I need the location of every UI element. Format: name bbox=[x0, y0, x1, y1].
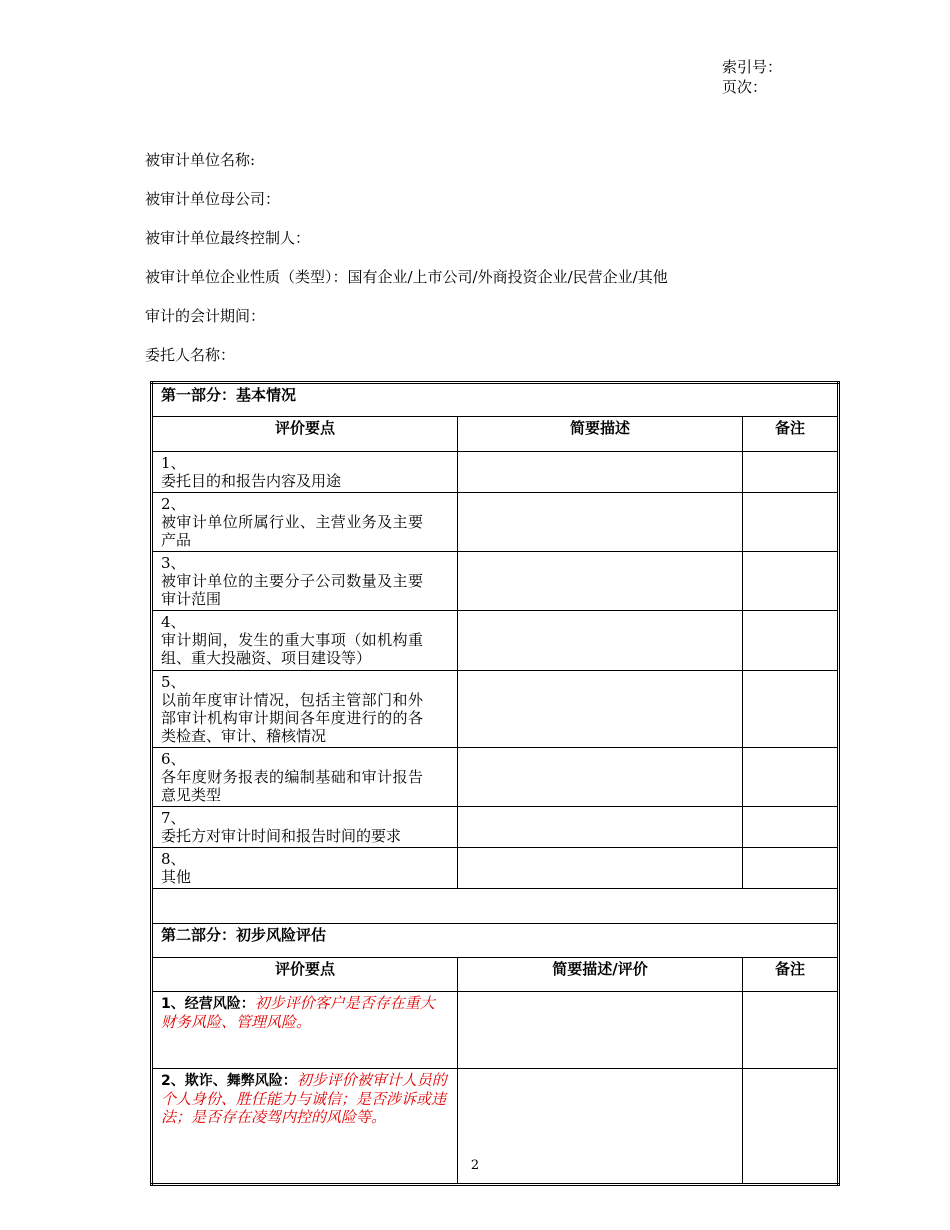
client-name-field: 委托人名称： bbox=[145, 346, 236, 364]
evaluation-point bbox=[152, 748, 458, 807]
table-row bbox=[152, 848, 839, 889]
note-cell[interactable] bbox=[743, 493, 839, 552]
item-number: 8、 bbox=[161, 850, 186, 868]
item-number: 5、 bbox=[161, 673, 186, 691]
item-text: 其他 bbox=[161, 868, 192, 886]
page-number: 2 bbox=[470, 1158, 480, 1173]
note-cell[interactable] bbox=[743, 552, 839, 611]
note-cell[interactable] bbox=[743, 671, 839, 748]
item-number: 3、 bbox=[161, 554, 186, 572]
risk-row bbox=[152, 992, 839, 1069]
description-cell[interactable] bbox=[458, 807, 743, 848]
col-header-desc: 简要描述 bbox=[458, 417, 743, 452]
evaluation-point bbox=[152, 848, 458, 889]
evaluation-point bbox=[152, 807, 458, 848]
table-row bbox=[152, 748, 839, 807]
table-row bbox=[152, 493, 839, 552]
description-cell[interactable] bbox=[458, 748, 743, 807]
note-cell[interactable] bbox=[743, 452, 839, 493]
item-text: 各年度财务报表的编制基础和审计报告意见类型 bbox=[161, 768, 423, 804]
ultimate-controller-field: 被审计单位最终控制人： bbox=[145, 229, 311, 247]
entity-name-field: 被审计单位名称: bbox=[145, 151, 256, 169]
evaluation-point bbox=[152, 493, 458, 552]
item-number: 7、 bbox=[161, 809, 186, 827]
part2-title-row bbox=[152, 924, 839, 958]
evaluation-point bbox=[152, 611, 458, 671]
risk-description: 初步评价被审计人员的个人身份、胜任能力与诚信；是否涉诉或违法；是否存在凌驾内控的风险等。 bbox=[161, 1071, 447, 1126]
item-number: 1、 bbox=[161, 454, 186, 472]
item-text: 以前年度审计情况，包括主管部门和外部审计机构审计期间各年度进行的的各类检查、审计、稽核情况 bbox=[161, 691, 423, 745]
note-cell[interactable] bbox=[743, 611, 839, 671]
item-text: 委托目的和报告内容及用途 bbox=[161, 472, 342, 490]
note-cell[interactable] bbox=[743, 807, 839, 848]
risk-label: 2、欺诈、舞弊风险： bbox=[161, 1073, 297, 1089]
table-row bbox=[152, 671, 839, 748]
index-number-label: 索引号： bbox=[722, 58, 783, 76]
col-header-note: 备注 bbox=[743, 958, 839, 992]
evaluation-point bbox=[152, 452, 458, 493]
item-text: 被审计单位的主要分子公司数量及主要审计范围 bbox=[161, 572, 423, 608]
note-cell[interactable] bbox=[743, 748, 839, 807]
index-block bbox=[722, 57, 782, 97]
audit-assessment-table bbox=[150, 381, 840, 1186]
risk-description: 初步评价客户是否存在重大财务风险、管理风险。 bbox=[161, 994, 435, 1031]
item-text: 审计期间，发生的重大事项（如机构重组、重大投融资、项目建设等） bbox=[161, 631, 423, 667]
col-header-desc-eval: 简要描述/评价 bbox=[458, 958, 743, 992]
description-cell[interactable] bbox=[458, 992, 743, 1069]
risk-point bbox=[152, 992, 458, 1069]
description-cell[interactable] bbox=[458, 671, 743, 748]
item-text: 被审计单位所属行业、主营业务及主要产品 bbox=[161, 513, 423, 549]
parent-company-field: 被审计单位母公司： bbox=[145, 190, 281, 208]
part2-title: 第二部分：初步风险评估 bbox=[152, 924, 839, 958]
description-cell[interactable] bbox=[458, 493, 743, 552]
audit-period-field: 审计的会计期间： bbox=[145, 307, 266, 325]
item-number: 6、 bbox=[161, 750, 186, 768]
table-row bbox=[152, 611, 839, 671]
item-number: 4、 bbox=[161, 613, 186, 631]
spacer-row bbox=[152, 889, 839, 924]
page-label: 页次： bbox=[722, 78, 768, 96]
spacer-cell bbox=[152, 889, 839, 924]
part1-title-row bbox=[152, 383, 839, 417]
part1-header-row bbox=[152, 417, 839, 452]
enterprise-nature-field: 被审计单位企业性质（类型）：国有企业/上市公司/外商投资企业/民营企业/其他 bbox=[145, 268, 668, 286]
note-cell[interactable] bbox=[743, 848, 839, 889]
description-cell[interactable] bbox=[458, 611, 743, 671]
col-header-note: 备注 bbox=[743, 417, 839, 452]
item-number: 2、 bbox=[161, 495, 186, 513]
evaluation-point bbox=[152, 671, 458, 748]
item-text: 委托方对审计时间和报告时间的要求 bbox=[161, 827, 402, 845]
part1-title: 第一部分：基本情况 bbox=[152, 383, 839, 417]
col-header-points: 评价要点 bbox=[152, 417, 458, 452]
description-cell[interactable] bbox=[458, 552, 743, 611]
col-header-points: 评价要点 bbox=[152, 958, 458, 992]
table-row bbox=[152, 807, 839, 848]
table-row bbox=[152, 552, 839, 611]
evaluation-point bbox=[152, 552, 458, 611]
description-cell[interactable] bbox=[458, 848, 743, 889]
table-row bbox=[152, 452, 839, 493]
risk-label: 1、经营风险： bbox=[161, 996, 255, 1012]
part2-header-row bbox=[152, 958, 839, 992]
note-cell[interactable] bbox=[743, 992, 839, 1069]
description-cell[interactable] bbox=[458, 452, 743, 493]
